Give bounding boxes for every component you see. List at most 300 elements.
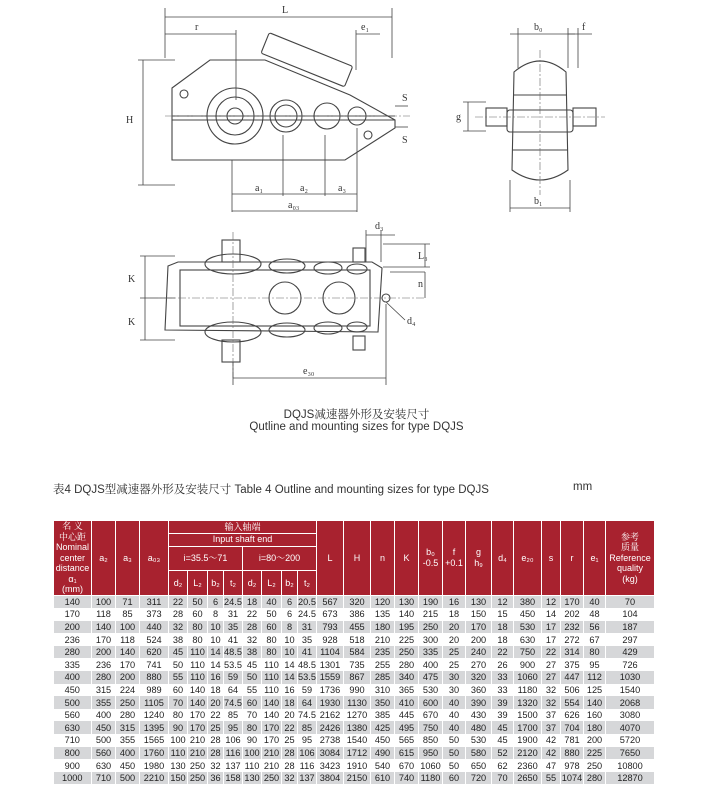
nominal-symbol: α₁ (68, 573, 77, 584)
col-a3: a₃ (116, 521, 140, 596)
table-cell: 50 (262, 608, 282, 621)
col-b0 (419, 521, 443, 596)
table-cell: 45 (169, 646, 188, 659)
table-cell: 202 (561, 608, 584, 621)
table-cell: 297 (606, 633, 655, 646)
table-cell: 22 (243, 608, 262, 621)
table-cell: 400 (92, 709, 116, 722)
table-cell: 170 (188, 709, 208, 722)
quality-cn-2: 质量 (620, 542, 639, 552)
table-cell: 110 (188, 658, 208, 671)
dim-a1-label: a₁ (255, 183, 263, 194)
table-cell: 20.5 (298, 596, 316, 607)
table-cell: 250 (188, 759, 208, 772)
table-cell: 567 (317, 595, 344, 608)
dim-a3-label: a₃ (338, 183, 346, 194)
table-cell: 1500 (514, 709, 542, 722)
table-cell: 140 (262, 696, 282, 709)
table-cell: 365 (395, 684, 419, 697)
table-row (54, 721, 655, 734)
table-cell: 170 (188, 721, 208, 734)
dim-e1-label: e₁ (361, 22, 369, 33)
table-cell: 375 (561, 658, 584, 671)
table-cell: 33 (492, 671, 514, 684)
table-cell: 1900 (514, 734, 542, 747)
table-cell: 22 (542, 646, 561, 659)
table-cell: 22 (492, 646, 514, 659)
table-cell: 530 (514, 621, 542, 634)
table-cell: 35 (298, 633, 317, 646)
table-cell: 12870 (606, 772, 655, 785)
table-cell: 12 (492, 595, 514, 608)
table-cell: 60 (262, 621, 282, 634)
table-cell: 170 (262, 734, 282, 747)
table-cell: 2360 (514, 759, 542, 772)
table-cell: 335 (54, 658, 92, 671)
table-cell: 200 (466, 633, 492, 646)
table-cell: 32 (282, 772, 298, 785)
table-cell: 25 (443, 658, 466, 671)
table-cell: 210 (188, 747, 208, 760)
table-cell: 55 (542, 772, 561, 785)
table-cell: 70 (169, 696, 188, 709)
nominal-en-2: center (59, 552, 85, 563)
table-cell: 1060 (514, 671, 542, 684)
table-cell: 64 (298, 696, 317, 709)
table-cell: 450 (54, 684, 92, 697)
table-cell: 2210 (140, 772, 169, 785)
table-cell: 615 (395, 747, 419, 760)
table-cell: 1559 (317, 671, 344, 684)
table-cell: 455 (344, 621, 371, 634)
table-cell: 390 (466, 696, 492, 709)
table-cell: 28 (282, 747, 298, 760)
table-cell: 400 (419, 658, 443, 671)
table-cell: 210 (371, 633, 395, 646)
table-cell: 584 (344, 646, 371, 659)
table-cell: 2150 (344, 772, 371, 785)
table-cell: 20 (443, 633, 466, 646)
table-cell: 80 (262, 646, 282, 659)
table-cell: 240 (466, 646, 492, 659)
figure-caption-cn: DQJS减速器外形及安装尺寸 (283, 409, 430, 421)
table-cell: 80 (188, 633, 208, 646)
table-cell: 480 (466, 721, 492, 734)
table-cell: 270 (466, 658, 492, 671)
table-cell: 928 (317, 633, 344, 646)
table-cell: 6 (282, 608, 298, 621)
table-cell: 1760 (140, 747, 169, 760)
table-cell: 630 (92, 759, 116, 772)
table-cell: 37 (542, 721, 561, 734)
table-cell: 978 (561, 759, 584, 772)
table-cell: 580 (466, 747, 492, 760)
table-cell: 1104 (317, 646, 344, 659)
front-view-drawing (126, 5, 410, 212)
table-cell: 400 (54, 671, 92, 684)
col-b2-b: b₂ (282, 571, 298, 595)
table-cell: 1540 (606, 684, 655, 697)
table-cell: 232 (561, 621, 584, 634)
table-row (54, 734, 655, 747)
table-cell: 22 (208, 709, 224, 722)
table-cell: 950 (419, 747, 443, 760)
col-n: n (371, 521, 395, 596)
table-cell: 14 (282, 658, 298, 671)
side-view-drawing (456, 22, 605, 212)
table-cell: 314 (561, 646, 584, 659)
table-cell: 1930 (317, 696, 344, 709)
table-cell: 1000 (54, 772, 92, 785)
table-cell: 140 (395, 608, 419, 621)
table-cell: 18 (492, 633, 514, 646)
table-cell: 500 (92, 734, 116, 747)
plan-view-drawing (128, 221, 430, 385)
table-cell: 110 (262, 684, 282, 697)
table-cell: 1395 (140, 721, 169, 734)
table-cell: 55 (243, 684, 262, 697)
table-cell: 14 (282, 671, 298, 684)
table-cell: 85 (224, 709, 243, 722)
table-cell: 53.5 (298, 672, 316, 683)
table-cell: 320 (466, 671, 492, 684)
table-cell: 210 (262, 747, 282, 760)
table-cell: 1540 (344, 734, 371, 747)
table-cell: 440 (140, 621, 169, 634)
table-cell: 25 (443, 646, 466, 659)
col-s: s (542, 521, 561, 596)
table-cell: 116 (298, 759, 317, 772)
dim-g-label: g (456, 112, 461, 123)
table-cell: 20 (282, 709, 298, 722)
dim-e30-label: e₃₀ (303, 366, 315, 377)
table-cell: 10800 (606, 759, 655, 772)
table-cell: 56 (584, 621, 606, 634)
table-cell: 565 (395, 734, 419, 747)
dim-r-label: r (195, 22, 199, 33)
table-cell: 373 (140, 608, 169, 621)
table-cell: 33 (492, 684, 514, 697)
table-cell: 110 (188, 671, 208, 684)
table-cell: 40 (262, 595, 282, 608)
table-cell: 650 (466, 759, 492, 772)
table-cell: 31 (224, 608, 243, 621)
table-cell: 386 (344, 608, 371, 621)
table-cell: 447 (561, 671, 584, 684)
table-cell: 24.5 (298, 609, 316, 620)
table-cell: 1105 (140, 696, 169, 709)
table-cell: 340 (395, 671, 419, 684)
table-cell: 900 (54, 759, 92, 772)
table-cell: 158 (225, 773, 241, 784)
table-cell: 85 (116, 608, 140, 621)
table-cell: 50 (443, 734, 466, 747)
table-cell: 22 (282, 721, 298, 734)
table-cell: 620 (140, 646, 169, 659)
table-cell: 62 (492, 759, 514, 772)
table-cell: 110 (169, 747, 188, 760)
table-cell: 450 (92, 721, 116, 734)
input-shaft-cn: 输入轴端 (169, 521, 317, 534)
table-cell: 506 (561, 684, 584, 697)
table-cell: 530 (419, 684, 443, 697)
dim-K-upper-label: K (128, 274, 136, 285)
table-cell: 2650 (514, 772, 542, 785)
table-cell: 250 (262, 772, 282, 785)
table-cell: 2162 (317, 709, 344, 722)
col-r: r (561, 521, 584, 596)
table-cell: 38 (169, 633, 188, 646)
table-cell: 10 (208, 633, 224, 646)
b0-tolerance: -0.5 (422, 557, 439, 568)
table-row (54, 772, 655, 785)
table-cell: 430 (466, 709, 492, 722)
nominal-cn-2: 中心距 (58, 531, 86, 542)
table-cell: 10 (282, 633, 298, 646)
table-cell: 210 (188, 734, 208, 747)
table-cell: 22 (169, 595, 188, 608)
table-cell: 989 (140, 684, 169, 697)
table-cell: 215 (419, 608, 443, 621)
table-cell: 200 (116, 671, 140, 684)
table-cell: 27 (542, 658, 561, 671)
table-cell: 540 (371, 759, 395, 772)
col-a03: a₀₃ (140, 521, 169, 596)
table-cell: 80 (188, 621, 208, 634)
table-cell: 425 (371, 721, 395, 734)
table-cell: 50 (443, 759, 466, 772)
table-cell: 250 (116, 696, 140, 709)
col-nominal-center-distance (54, 521, 92, 596)
table-cell: 3804 (317, 772, 344, 785)
table-cell: 48 (584, 608, 606, 621)
table-cell: 52 (492, 747, 514, 760)
table-cell: 720 (466, 772, 492, 785)
ratio-group-2: i=80～200 (243, 546, 317, 570)
dim-b1-label: b₁ (534, 196, 543, 207)
table-cell: 170 (92, 633, 116, 646)
table-cell: 190 (419, 595, 443, 608)
table-cell: 1736 (317, 684, 344, 697)
table-cell: 50 (169, 658, 188, 671)
table-cell: 450 (514, 608, 542, 621)
table-cell: 445 (395, 709, 419, 722)
table-cell: 250 (395, 646, 419, 659)
table-cell: 32 (243, 633, 262, 646)
table-cell: 280 (395, 658, 419, 671)
table-cell: 673 (317, 608, 344, 621)
nominal-unit: (mm) (62, 584, 83, 594)
technical-drawings (0, 0, 713, 400)
table-cell: 410 (395, 696, 419, 709)
dim-S-upper-label: S (402, 93, 408, 104)
table-cell: 900 (514, 658, 542, 671)
col-d2-b: d₂ (243, 571, 262, 595)
table-cell: 450 (116, 759, 140, 772)
table-cell: 60 (243, 696, 262, 709)
table-cell: 74.5 (298, 710, 316, 721)
table-cell: 45 (492, 721, 514, 734)
table-cell: 10 (282, 646, 298, 659)
table-cell: 41 (298, 646, 317, 659)
table-row (54, 595, 655, 608)
table-cell: 12 (542, 595, 561, 608)
b0-symbol: b₀ (426, 547, 435, 558)
table-cell: 180 (371, 621, 395, 634)
table-cell: 236 (54, 633, 92, 646)
ratio-group-1: i=35.5～71 (169, 546, 243, 570)
table-cell: 140 (54, 595, 92, 608)
col-L: L (317, 521, 344, 596)
nominal-cn-1: 名 义 (62, 521, 83, 531)
table-cell: 18 (443, 608, 466, 621)
table-cell: 800 (54, 747, 92, 760)
table-cell: 2068 (606, 696, 655, 709)
table-cell: 137 (299, 773, 315, 784)
table-row (54, 696, 655, 709)
table-cell: 335 (419, 646, 443, 659)
table-cell: 200 (584, 734, 606, 747)
table-cell: 355 (92, 696, 116, 709)
table-cell: 26 (492, 658, 514, 671)
table-cell: 112 (584, 671, 606, 684)
table-cell: 310 (371, 684, 395, 697)
dim-L3-label: L₃ (418, 251, 428, 262)
table-cell: 311 (140, 595, 169, 608)
table-row (54, 759, 655, 772)
col-K: K (395, 521, 419, 596)
table-cell: 500 (54, 696, 92, 709)
table-cell: 20 (208, 696, 224, 709)
dim-b0-label: b₀ (534, 22, 543, 33)
table-cell: 140 (188, 684, 208, 697)
table-row (54, 671, 655, 684)
table-row (54, 608, 655, 621)
table-cell: 80 (262, 633, 282, 646)
table-cell: 1565 (140, 734, 169, 747)
table-cell: 475 (419, 671, 443, 684)
table-cell: 110 (262, 671, 282, 684)
table-cell: 400 (116, 747, 140, 760)
table-cell: 1700 (514, 721, 542, 734)
table-cell: 518 (344, 633, 371, 646)
table-cell: 110 (243, 759, 262, 772)
table-cell: 670 (419, 709, 443, 722)
col-e20: e₂₀ (514, 521, 542, 596)
table-cell: 380 (514, 595, 542, 608)
table-cell: 45 (492, 734, 514, 747)
table-cell: 170 (561, 595, 584, 608)
dim-d4-label: d₄ (407, 316, 416, 327)
table-cell: 118 (116, 633, 140, 646)
table-title: 表4 DQJS型减速器外形及安装尺寸 Table 4 Outline and mounting sizes for type DQJS (53, 484, 489, 496)
table-cell: 140 (116, 646, 140, 659)
table-cell: 1060 (420, 760, 441, 771)
table-cell: 40 (443, 721, 466, 734)
table-cell: 106 (225, 735, 241, 746)
table-cell: 850 (419, 734, 443, 747)
table-cell: 28 (169, 608, 188, 621)
table-cell: 14 (208, 658, 224, 671)
table-cell: 80 (584, 646, 606, 659)
table-cell: 42 (542, 734, 561, 747)
table-cell: 32 (542, 684, 561, 697)
dim-n-label: n (418, 279, 423, 290)
table-cell: 210 (262, 759, 282, 772)
table-cell: 32 (542, 696, 561, 709)
table-cell: 867 (344, 671, 371, 684)
table-cell: 16 (282, 684, 298, 697)
table-cell: 100 (116, 621, 140, 634)
table-cell: 280 (116, 709, 140, 722)
table-row (54, 621, 655, 634)
f-symbol: f (452, 547, 456, 558)
table-row (54, 709, 655, 722)
table-cell: 25 (282, 734, 298, 747)
dim-K-lower-label: K (128, 317, 136, 328)
table-cell: 990 (344, 684, 371, 697)
dim-f-label: f (582, 22, 586, 33)
table-cell: 140 (92, 621, 116, 634)
table-cell: 10 (208, 621, 224, 634)
table-row (54, 658, 655, 671)
dim-L-label: L (282, 5, 289, 16)
table-cell: 120 (371, 595, 395, 608)
col-g (466, 521, 492, 596)
table-cell: 236 (92, 658, 116, 671)
table-cell: 40 (443, 696, 466, 709)
table-cell: 70 (243, 709, 262, 722)
table-cell: 74.5 (224, 697, 242, 708)
table-cell: 2738 (317, 734, 344, 747)
table-cell: 90 (243, 734, 262, 747)
g-symbol: g (475, 547, 481, 558)
figure-caption-en: Qutline and mounting sizes for type DQJS (249, 421, 464, 433)
table-cell: 355 (116, 734, 140, 747)
table-cell: 16 (443, 595, 466, 608)
table-cell: 30 (443, 671, 466, 684)
table-cell: 170 (466, 621, 492, 634)
table-cell: 95 (298, 734, 317, 747)
col-d4: d₄ (492, 521, 514, 596)
nominal-en-3: distance (55, 563, 90, 573)
unit-label: mm (573, 481, 593, 493)
table-cell: 1030 (606, 671, 655, 684)
table-cell: 14 (542, 608, 561, 621)
table-cell: 224 (116, 684, 140, 697)
table-cell: 137 (225, 760, 241, 771)
table-cell: 280 (92, 671, 116, 684)
col-b2-a: b₂ (208, 571, 224, 595)
table-cell: 170 (116, 658, 140, 671)
table-cell: 110 (188, 646, 208, 659)
table-cell: 140 (584, 696, 606, 709)
table-cell: 880 (140, 671, 169, 684)
table-cell: 39 (492, 709, 514, 722)
table-cell: 37 (542, 709, 561, 722)
table-cell: 70 (492, 772, 514, 785)
table-cell: 45 (243, 658, 262, 671)
table-cell: 200 (54, 621, 92, 634)
table-cell: 300 (419, 633, 443, 646)
table-cell: 255 (371, 658, 395, 671)
table-cell: 80 (169, 709, 188, 722)
table-cell: 16 (208, 671, 224, 684)
table-cell: 18 (492, 621, 514, 634)
table-cell: 55 (169, 671, 188, 684)
table-cell: 8 (282, 621, 298, 634)
table-cell: 41 (224, 633, 243, 646)
